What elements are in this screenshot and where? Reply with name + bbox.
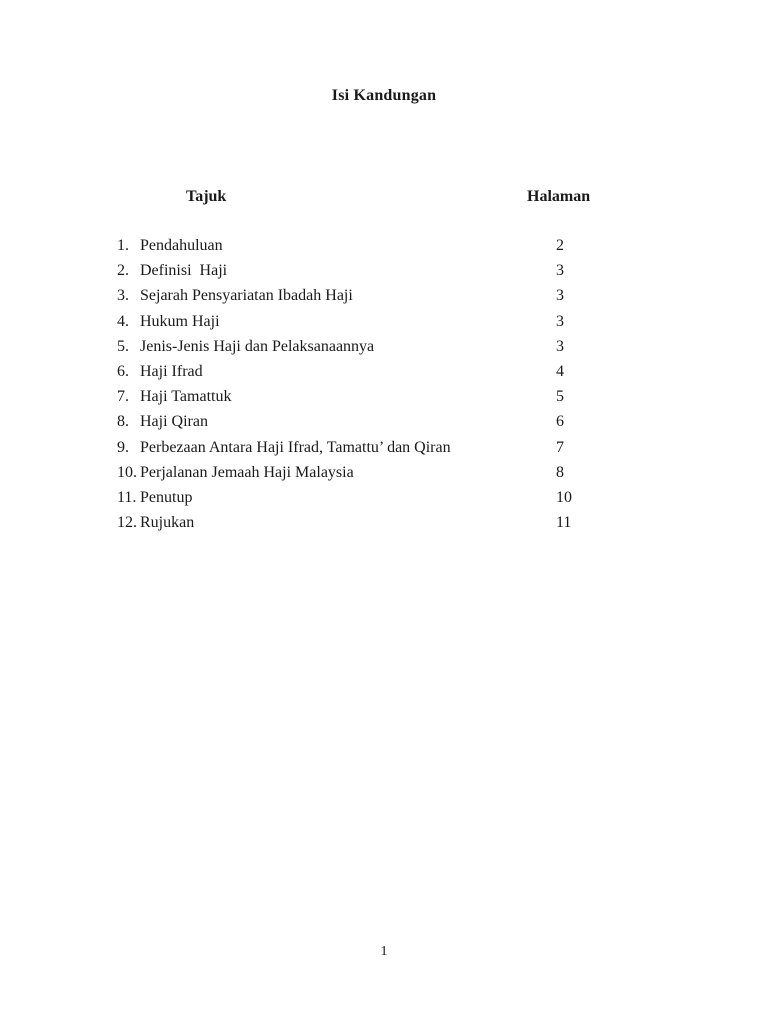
toc-item-page: 6	[556, 413, 564, 431]
toc-item-number: 7.	[117, 388, 129, 406]
toc-item-number: 10.	[117, 463, 137, 481]
toc-item-page: 3	[556, 287, 564, 305]
toc-item-page: 10	[556, 488, 572, 506]
toc-row	[117, 460, 717, 485]
toc-item-number: 12.	[117, 514, 137, 532]
toc-row	[117, 384, 717, 409]
toc-row	[117, 435, 717, 460]
toc-row	[117, 510, 717, 535]
toc-row	[117, 485, 717, 510]
footer-page-number: 1	[380, 944, 388, 959]
toc-item-label: Perjalanan Jemaah Haji Malaysia	[140, 463, 354, 481]
toc-item-page: 8	[556, 463, 564, 481]
toc-row	[117, 359, 717, 384]
toc-item-number: 4.	[117, 312, 129, 330]
toc-item-label: Rujukan	[140, 514, 195, 532]
toc-item-number: 2.	[117, 262, 129, 280]
toc-row	[117, 283, 717, 308]
toc-item-label: Jenis-Jenis Haji dan Pelaksanaannya	[140, 337, 375, 355]
toc-item-label: Definisi Haji	[140, 262, 228, 280]
toc-row	[117, 258, 717, 283]
toc-item-label: Haji Qiran	[140, 413, 208, 431]
toc-item-number: 6.	[117, 362, 129, 380]
toc-item-label: Haji Ifrad	[140, 362, 203, 380]
page-title: Isi Kandungan	[331, 87, 437, 104]
toc-item-page: 11	[556, 514, 572, 532]
toc-item-page: 2	[556, 237, 564, 254]
toc-item-page: 5	[556, 388, 564, 406]
toc-row	[117, 309, 717, 334]
toc-row	[117, 334, 717, 359]
toc-item-label: Penutup	[140, 488, 193, 506]
toc-item-number: 1.	[117, 237, 129, 254]
toc-item-number: 11.	[117, 488, 137, 506]
toc-item-label: Sejarah Pensyariatan Ibadah Haji	[140, 287, 353, 305]
toc-list	[117, 233, 717, 535]
toc-item-number: 3.	[117, 287, 129, 305]
toc-item-number: 8.	[117, 413, 129, 431]
toc-row	[117, 233, 717, 258]
toc-item-label: Hukum Haji	[140, 312, 220, 330]
toc-item-label: Pendahuluan	[140, 237, 223, 254]
column-header-tajuk: Tajuk	[186, 188, 227, 205]
toc-item-page: 7	[556, 438, 564, 456]
toc-item-number: 9.	[117, 438, 129, 456]
toc-item-page: 3	[556, 262, 564, 280]
column-header-halaman: Halaman	[527, 188, 591, 205]
toc-item-number: 5.	[117, 337, 129, 355]
toc-item-label: Haji Tamattuk	[140, 388, 232, 406]
toc-item-label: Perbezaan Antara Haji Ifrad, Tamattu’ dan Qiran	[140, 438, 451, 456]
toc-item-page: 4	[556, 362, 564, 380]
toc-item-page: 3	[556, 337, 564, 355]
toc-item-page: 3	[556, 312, 564, 330]
toc-row	[117, 409, 717, 434]
